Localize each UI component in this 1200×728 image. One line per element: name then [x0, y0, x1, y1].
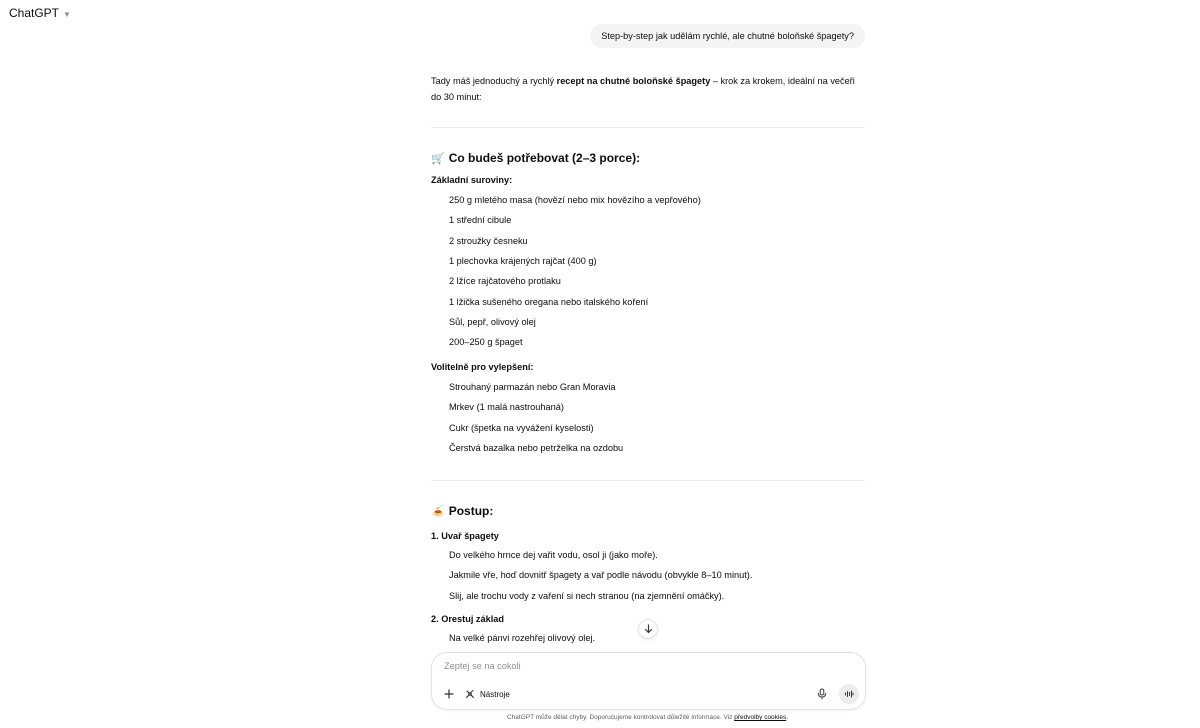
list-item: 1 lžička sušeného oregana nebo italského koření — [449, 297, 649, 307]
basic-ingredients-label: Základní suroviny: — [431, 175, 513, 185]
tools-icon — [465, 689, 475, 699]
chevron-down-icon: ▼ — [63, 9, 71, 19]
step-2-label: 2. Orestuj základ — [431, 614, 505, 624]
spaghetti-icon: 🍝 — [431, 505, 445, 518]
list-item: Cukr (špetka na vyvážení kyselosti) — [449, 423, 594, 433]
cookie-preferences-link[interactable]: předvolby cookies — [734, 714, 787, 721]
list-item: 1 střední cibule — [449, 215, 512, 225]
assistant-intro — [431, 73, 867, 105]
divider — [431, 480, 865, 481]
section-heading-ingredients — [431, 151, 640, 165]
user-message-text: Step-by-step jak udělám rychlé, ale chutné boloňské špagety? — [601, 31, 854, 41]
scroll-down-button[interactable] — [638, 619, 658, 639]
tools-button[interactable] — [462, 686, 513, 702]
microphone-icon — [817, 688, 827, 700]
composer — [431, 652, 866, 710]
list-item: Jakmile vře, hoď dovnitř špagety a vař podle návodu (obvykle 8–10 minut). — [449, 570, 753, 580]
intro-bold-text: recept na chutné boloňské špagety — [556, 76, 711, 86]
disclaimer-end: . — [786, 714, 789, 721]
cart-icon: 🛒 — [431, 152, 445, 165]
optional-ingredients-label: Volitelně pro vylepšení: — [431, 362, 534, 372]
list-item: 250 g mletého masa (hovězí nebo mix hovězího a vepřového) — [449, 195, 701, 205]
section-heading-steps — [431, 504, 493, 518]
list-item: Strouhaný parmazán nebo Gran Moravia — [449, 382, 616, 392]
list-item: Do velkého hrnce dej vařit vodu, osol ji (jako moře). — [449, 550, 658, 560]
list-item: Na velké pánvi rozehřej olivový olej. — [449, 633, 596, 643]
tools-label: Nástroje — [480, 689, 510, 699]
voice-wave-icon — [844, 689, 854, 699]
prompt-input[interactable] — [444, 661, 844, 671]
user-message-bubble — [590, 24, 865, 48]
list-item: 2 stroužky česneku — [449, 236, 528, 246]
plus-icon — [444, 689, 454, 699]
add-attachment-button[interactable] — [441, 686, 457, 702]
intro-text: Tady máš jednoduchý a rychlý — [431, 76, 557, 86]
voice-mode-button[interactable] — [839, 684, 859, 704]
step-1-label: 1. Uvař špagety — [431, 531, 499, 541]
list-item: 200–250 g špaget — [449, 337, 523, 347]
section-title: Co budeš potřebovat (2–3 porce): — [448, 151, 641, 165]
list-item: Mrkev (1 malá nastrouhaná) — [449, 402, 564, 412]
divider — [431, 127, 865, 128]
section-title: Postup: — [448, 504, 494, 518]
app-title: ChatGPT — [9, 6, 60, 20]
intro-text-end: – krok za krokem, ideální na večeři do 30 minut: — [431, 76, 855, 102]
list-item: 1 plechovka krájených rajčat (400 g) — [449, 256, 597, 266]
disclaimer-footer — [0, 714, 1200, 721]
dictate-button[interactable] — [813, 685, 831, 703]
disclaimer-text: ChatGPT může dělat chyby. Doporučujeme kontrolovat důležité informace. Viz — [506, 714, 735, 721]
arrow-down-icon — [644, 624, 653, 634]
model-selector[interactable] — [9, 6, 71, 20]
list-item: Čerstvá bazalka nebo petrželka na ozdobu — [449, 443, 624, 453]
list-item: Sůl, pepř, olivový olej — [449, 317, 536, 327]
list-item: Slij, ale trochu vody z vaření si nech stranou (na zjemnění omáčky). — [449, 591, 725, 601]
list-item: 2 lžíce rajčatového protlaku — [449, 276, 561, 286]
